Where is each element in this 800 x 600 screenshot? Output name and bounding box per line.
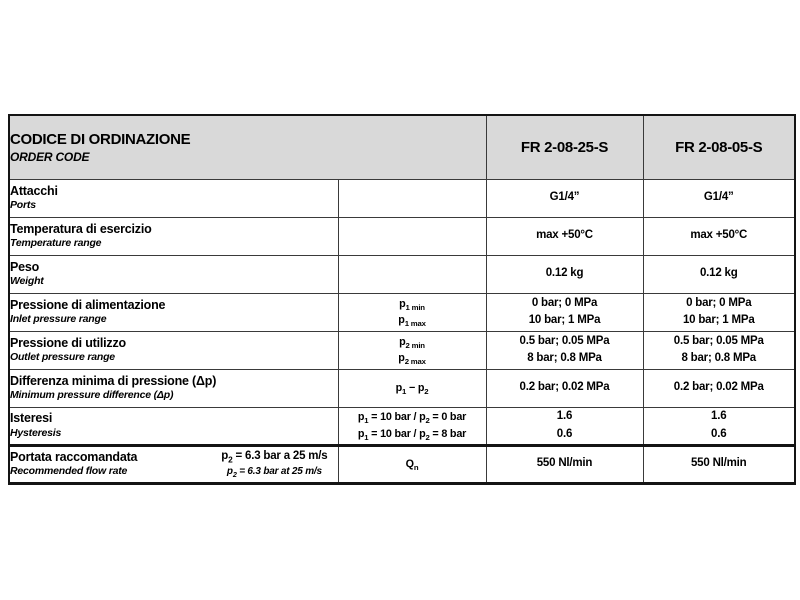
row-condition-it: $p_2 = 6.3$ bar a 25 m/s [221,450,328,465]
cell-line: $p_{1 max}$ [398,314,426,329]
row-label-en: Hysteresis [10,426,62,439]
row-label-block [10,298,338,327]
cell-line: 0.5 bar; 0.05 MPa [519,334,610,347]
cell-line: max +50°C [690,229,748,242]
spec-value-cell-model1 [486,407,643,445]
spec-table-body [9,179,795,483]
row-label-en: Minimum pressure difference (Δp) [10,389,174,402]
row-label-it: Pressione di alimentazione [10,297,166,312]
spec-label-cell [9,179,338,217]
row-label-block [10,336,338,365]
cell-line: 550 Nl/min [690,457,747,470]
row-label-en: Ports [10,199,36,212]
spec-value-cell-model2 [643,179,795,217]
row-label-it: Differenza minima di pressione (Δp) [10,373,217,388]
spec-row [9,217,795,255]
spec-value-cell-model1 [486,445,643,483]
spec-row [9,179,795,217]
spec-symbol-cell [338,255,486,293]
spec-label-cell [9,369,338,407]
spec-label-cell [9,255,338,293]
row-label-block [10,374,338,403]
cell-line: G1/4” [549,191,580,204]
spec-value-cell-model1 [486,369,643,407]
cell-line: $p_{2 min}$ [399,335,425,350]
row-label-it: Pressione di utilizzo [10,335,126,350]
header-row [9,115,795,179]
order-code-title-cell [9,115,486,179]
spec-symbol-cell [338,293,486,331]
row-label-it: Attacchi [10,183,58,198]
spec-symbol-cell [338,445,486,483]
cell-line: 0.12 kg [545,267,584,280]
cell-line: $p_{1 min}$ [399,297,425,312]
cell-line: 0.6 [711,427,727,440]
cell-line: 1.6 [556,410,573,423]
cell-line: 0 bar; 0 MPa [686,296,752,309]
row-label-en: Outlet pressure range [10,351,115,364]
row-label-block [10,260,338,289]
order-code-table-container [8,114,796,485]
spec-label-cell [9,331,338,369]
row-label-en: Weight [10,275,44,288]
spec-label-cell [9,407,338,445]
spec-value-cell-model2 [643,445,795,483]
spec-row [9,407,795,445]
order-code-table-header [9,115,795,179]
spec-row [9,369,795,407]
cell-line: 0.5 bar; 0.05 MPa [673,334,764,347]
cell-line: 10 bar; 1 MPa [682,314,755,326]
spec-symbol-cell [338,407,486,445]
spec-value-cell-model2 [643,217,795,255]
row-label-it: Portata raccomandata [10,449,138,464]
row-condition-en: $p_2 = 6.3$ bar at 25 m/s [226,466,322,479]
cell-line: $p_1 = 10$ bar / $p_2 = 0$ bar [357,411,467,426]
cell-line: 0 bar; 0 MPa [531,296,598,309]
spec-label-cell [9,445,338,483]
row-label-block [10,222,338,251]
spec-value-cell-model1 [486,179,643,217]
spec-value-cell-model2 [643,293,795,331]
spec-label-cell [9,217,338,255]
spec-value-cell-model2 [643,407,795,445]
row-label-it: Isteresi [10,411,53,426]
spec-value-cell-model2 [643,369,795,407]
row-label-it: Temperatura di esercizio [10,221,152,236]
row-label-en: Temperature range [10,237,102,250]
row-label-en: Inlet pressure range [10,313,107,326]
spec-value-cell-model2 [643,331,795,369]
cell-line: $p_1 - p_2$ [395,381,429,397]
spec-value-cell-model1 [486,331,643,369]
spec-row [9,331,795,369]
spec-symbol-cell [338,217,486,255]
model-column-header-1: FR 2-08-25-S [486,115,643,179]
cell-line: 0.6 [556,427,573,440]
spec-value-cell-model1 [486,255,643,293]
spec-symbol-cell [338,331,486,369]
row-label-it: Peso [10,259,40,274]
row-condition-block [221,449,337,478]
order-code-title-it: CODICE DI ORDINAZIONE [10,130,191,148]
cell-line: 10 bar; 1 MPa [528,314,601,326]
cell-line: 0.2 bar; 0.02 MPa [519,381,610,394]
cell-line: max +50°C [536,229,593,242]
row-label-block [10,184,338,213]
spec-label-cell [9,293,338,331]
order-code-title-en: ORDER CODE [10,149,90,164]
cell-line: 8 bar; 0.8 MPa [681,352,757,364]
cell-line: $p_{2 max}$ [398,352,426,367]
model-column-header-2: FR 2-08-05-S [643,115,795,179]
spec-symbol-cell [338,369,486,407]
cell-line: 550 Nl/min [536,457,593,470]
spec-row [9,445,795,483]
cell-line: G1/4” [703,191,734,204]
spec-value-cell-model1 [486,293,643,331]
cell-line: $Q_n$ [405,457,419,473]
spec-value-cell-model1 [486,217,643,255]
spec-symbol-cell [338,179,486,217]
cell-line: 1.6 [711,410,727,423]
cell-line: 0.2 bar; 0.02 MPa [673,381,764,394]
row-label-block [10,411,338,440]
cell-line: 0.12 kg [699,267,738,280]
spec-value-cell-model2 [643,255,795,293]
label-with-condition [10,449,338,478]
cell-line: 8 bar; 0.8 MPa [527,352,602,364]
row-label-block [10,450,137,479]
cell-line: $p_1 = 10$ bar / $p_2 = 8$ bar [357,427,467,442]
spec-row [9,293,795,331]
row-label-en: Recommended flow rate [10,465,128,478]
spec-row [9,255,795,293]
order-code-table [8,114,796,485]
